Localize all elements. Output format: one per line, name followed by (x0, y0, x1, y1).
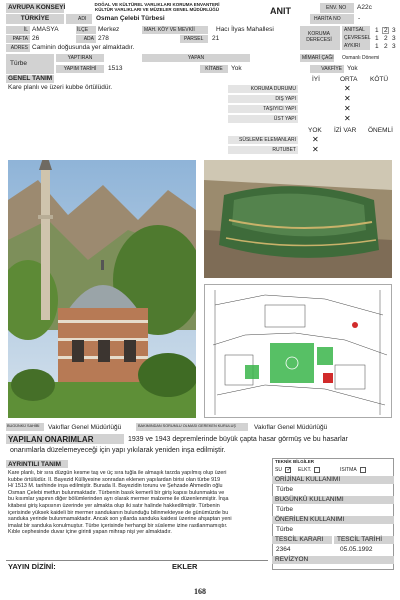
inscription-label: KİTABE (205, 65, 223, 72)
detail-line: Osman Çelebi metfun bulunmaktadır. Türbenin basık kemerli bir giriş kapısı bulunmakta ve (8, 489, 225, 496)
protection-cevresel-3: 3 (392, 34, 396, 42)
maker-label: YAPAN (187, 54, 205, 61)
builder-label: YAPTIRAN (67, 54, 93, 61)
owner-value: Vakıflar Genel Müdürlüğü (48, 423, 122, 431)
cond2-row-susleme: SÜSLEME ELEMANLARI (239, 136, 296, 143)
era-value: Osmanlı Dönemi (342, 54, 380, 61)
adres-label: ADRES (10, 44, 28, 51)
detail-line: imalat bir sanduka konulmuştur. Türbe içerisinde herhangi bir süsleme izine rastlanmamıştır. (8, 522, 228, 529)
protection-anitsal-1: 1 (375, 26, 379, 34)
tech-opt-su: SU (275, 467, 282, 473)
cond-row-dis: DIŞ YAPI (275, 95, 296, 102)
monument-name: Osman Çelebi Türbesi (96, 15, 165, 22)
building-type: Türbe (10, 60, 27, 67)
maint-label: BAKIMINDAN SORUMLU OLMASI GEREKEN KURULUŞ (138, 424, 236, 428)
reg-date-label: TESCİL TARİHİ (337, 536, 383, 543)
cond-row-koruma: KORUMA DURUMU (250, 85, 296, 92)
detail-line: sanduka yerinde bulunmamaktadır. Ancak son yıllarda sanduka kaidesi üzerine ahşaptan yeni (8, 516, 232, 523)
site-plan (204, 284, 392, 418)
detail-line: içerisinde yüksek kaideli bir mermer sandukanın bulunduğu bilinmekteyse de günümüzde bu (8, 509, 229, 516)
protection-anitsal-2: 2 (384, 26, 388, 34)
ilce-label: İLÇE (77, 26, 89, 33)
cond-mark-ust: ✕ (344, 114, 351, 123)
inventory-title-line2: KÜLTÜR VARLIKLARI VE MÜZELER GENEL MÜDÜRLÜĞÜ (95, 7, 219, 12)
cond-col-iyi: İYİ (312, 75, 320, 83)
cur-use-value: Türbe (276, 506, 293, 513)
orig-use-label: ORİJİNAL KULLANIMI (275, 476, 341, 483)
ada-label: ADA (83, 35, 94, 42)
parsel-label: PARSEL (184, 35, 204, 42)
cond-col-orta: ORTA (340, 75, 358, 83)
prop-use-label: ÖNERİLEN KULLANIMI (275, 516, 345, 523)
general-label: GENEL TANIM (8, 75, 53, 82)
editor-label: EKLER (172, 562, 198, 571)
decision-label: TESCİL KARARI (275, 536, 324, 543)
mah-label: MAH. KÖY VE MEVKİİ (144, 26, 195, 33)
repairs-line1: 1939 ve 1943 depremlerinde büyük çapta hasar görmüş ve bu hasarlar (128, 436, 348, 443)
decision-value: 2364 (276, 546, 291, 553)
council-label: AVRUPA KONSEYİ (8, 4, 66, 11)
map-no-value: - (358, 15, 361, 22)
protection-cevresel-2: 2 (384, 34, 388, 42)
cond-mark-tasiyici: ✕ (344, 104, 351, 113)
il-label: İL (23, 26, 28, 33)
exterior-photo-drawing (8, 160, 196, 418)
repairs-label: YAPILAN ONARIMLAR (8, 434, 94, 444)
tech-opt-isitma: ISITMA (340, 467, 357, 473)
cond-mark-koruma: ✕ (344, 84, 351, 93)
cond2-mark-rutubet: ✕ (312, 145, 319, 154)
protection-aykiri-3: 3 (392, 42, 396, 50)
tech-check-elkt (314, 467, 320, 473)
protection-aykiri: AYKIRI (344, 43, 361, 49)
owner-label: BUGÜNKÜ SAHİBİ (7, 424, 40, 428)
detail-line: Kare planlı, bir sıra düzgün kesme taş ve üç sıra tuğla ile almaşık tarzda yapılmış olup üzeri (8, 470, 227, 476)
detail-text (8, 470, 268, 536)
tech-check-isitma (360, 467, 366, 473)
env-no-label: ENV. NO (326, 4, 347, 11)
cond-row-tasiyici: TAŞIYICI YAPI (263, 105, 296, 112)
date-value: 1513 (108, 65, 123, 72)
protection-cevresel: ÇEVRESEL (344, 35, 371, 41)
maint-value: Vakıflar Genel Müdürlüğü (254, 423, 328, 431)
page-number: 168 (194, 587, 206, 596)
cond-mark-dis: ✕ (344, 94, 351, 103)
detail-line: Kıble cephesinde duvar içine girinti yapan mihrap nişi yer almaktadır. (8, 529, 172, 536)
inventory-title-line1: DOĞAL VE KÜLTÜREL VARLIKLARI KORUMA ENVANTERİ (94, 2, 220, 7)
ada-value: 278 (98, 35, 109, 42)
cur-use-label: BUGÜNKÜ KULLANIMI (275, 496, 344, 503)
map-no-label: HARİTA NO (314, 15, 341, 22)
cond2-col-onemli: ÖNEMLİ (368, 126, 393, 134)
cond-col-kotu: KÖTÜ (370, 75, 389, 83)
adres-value: Caminin doğusunda yer almaktadır. (32, 44, 135, 51)
cond2-row-rutubet: RUTUBET (272, 146, 296, 153)
site-plan-drawing (205, 285, 392, 418)
name-label: ADI (78, 15, 87, 22)
protection-anitsal: ANITSAL (344, 27, 365, 33)
protection-anitsal-3: 3 (392, 26, 396, 34)
date-label: YAPIM TARİHİ (63, 65, 97, 72)
mah-value: Hacı İlyas Mahallesi (216, 26, 274, 33)
detail-line: kubbe örtülüdür. II. Bayezid Külliyesine sonradan eklenen yapılardan birisi olan türbe 919 (8, 476, 221, 483)
interior-photo (204, 160, 392, 278)
footer-divider (6, 560, 268, 561)
detail-line: H/ 1513 M. tarihinde inşa edilmiştir. Burada II. Bayezidin torunu ve Şehzade Ahmedin oğlu (8, 483, 223, 490)
pafta-value: 26 (32, 35, 40, 42)
tech-opt-elkt: ELKT. (298, 467, 312, 473)
orig-use-value: Türbe (276, 486, 293, 493)
detail-line: bu kısımlar yapının diğer bölümlerinden ayrı olarak mermer malzeme ile düzenlenmiştir. İnşa (8, 496, 229, 503)
era-label: MİMARİ ÇAĞI (302, 54, 334, 61)
reg-date-value: 05.05.1992 (340, 546, 373, 553)
parsel-value: 21 (212, 35, 220, 42)
repairs-line2: onarımlarla düzelemeyeceği için yapı yıkılarak yeniden inşa edilmiştir. (10, 447, 226, 454)
vakfiye-label: VAKFİYE (321, 65, 342, 72)
pafta-label: PAFTA (12, 35, 28, 42)
exterior-photo (8, 160, 196, 418)
cond2-col-yok: YOK (308, 126, 322, 134)
ilce-value: Merkez (98, 26, 120, 33)
prop-use-value: Türbe (276, 526, 293, 533)
author-label: YAYIN DİZİNİ: (8, 562, 56, 571)
env-no-value: A22c (357, 4, 372, 11)
country-value: TÜRKİYE (20, 15, 50, 22)
tech-label: TEKNİK BİLGİLER (275, 459, 314, 464)
detail-line: kitabesi giriş kapısının üzerinde yer almakta olup iki satır halinde hakkedilmiştir. Türbenin (8, 502, 220, 509)
cond2-col-izi: İZİ VAR (334, 126, 357, 134)
general-text: Kare planlı ve üzeri kubbe örtülüdür. (8, 84, 113, 91)
protection-label: KORUMA DERECESİ (306, 31, 332, 43)
cond-row-ust: ÜST YAPI (273, 115, 296, 122)
vakfiye-value: Yok (347, 65, 358, 72)
revision-label: REVİZYON (275, 556, 309, 563)
protection-aykiri-1: 1 (375, 42, 379, 50)
cond2-mark-susleme: ✕ (312, 135, 319, 144)
inscription-value: Yok (231, 65, 242, 72)
il-value: AMASYA (32, 26, 59, 33)
protection-aykiri-2: 2 (384, 42, 388, 50)
interior-photo-drawing (204, 160, 392, 278)
tech-check-su: ✓ (286, 467, 292, 473)
protection-cevresel-1: 1 (375, 34, 379, 42)
detail-label: AYRINTILI TANIM (8, 460, 62, 468)
record-type: ANIT (270, 6, 291, 16)
